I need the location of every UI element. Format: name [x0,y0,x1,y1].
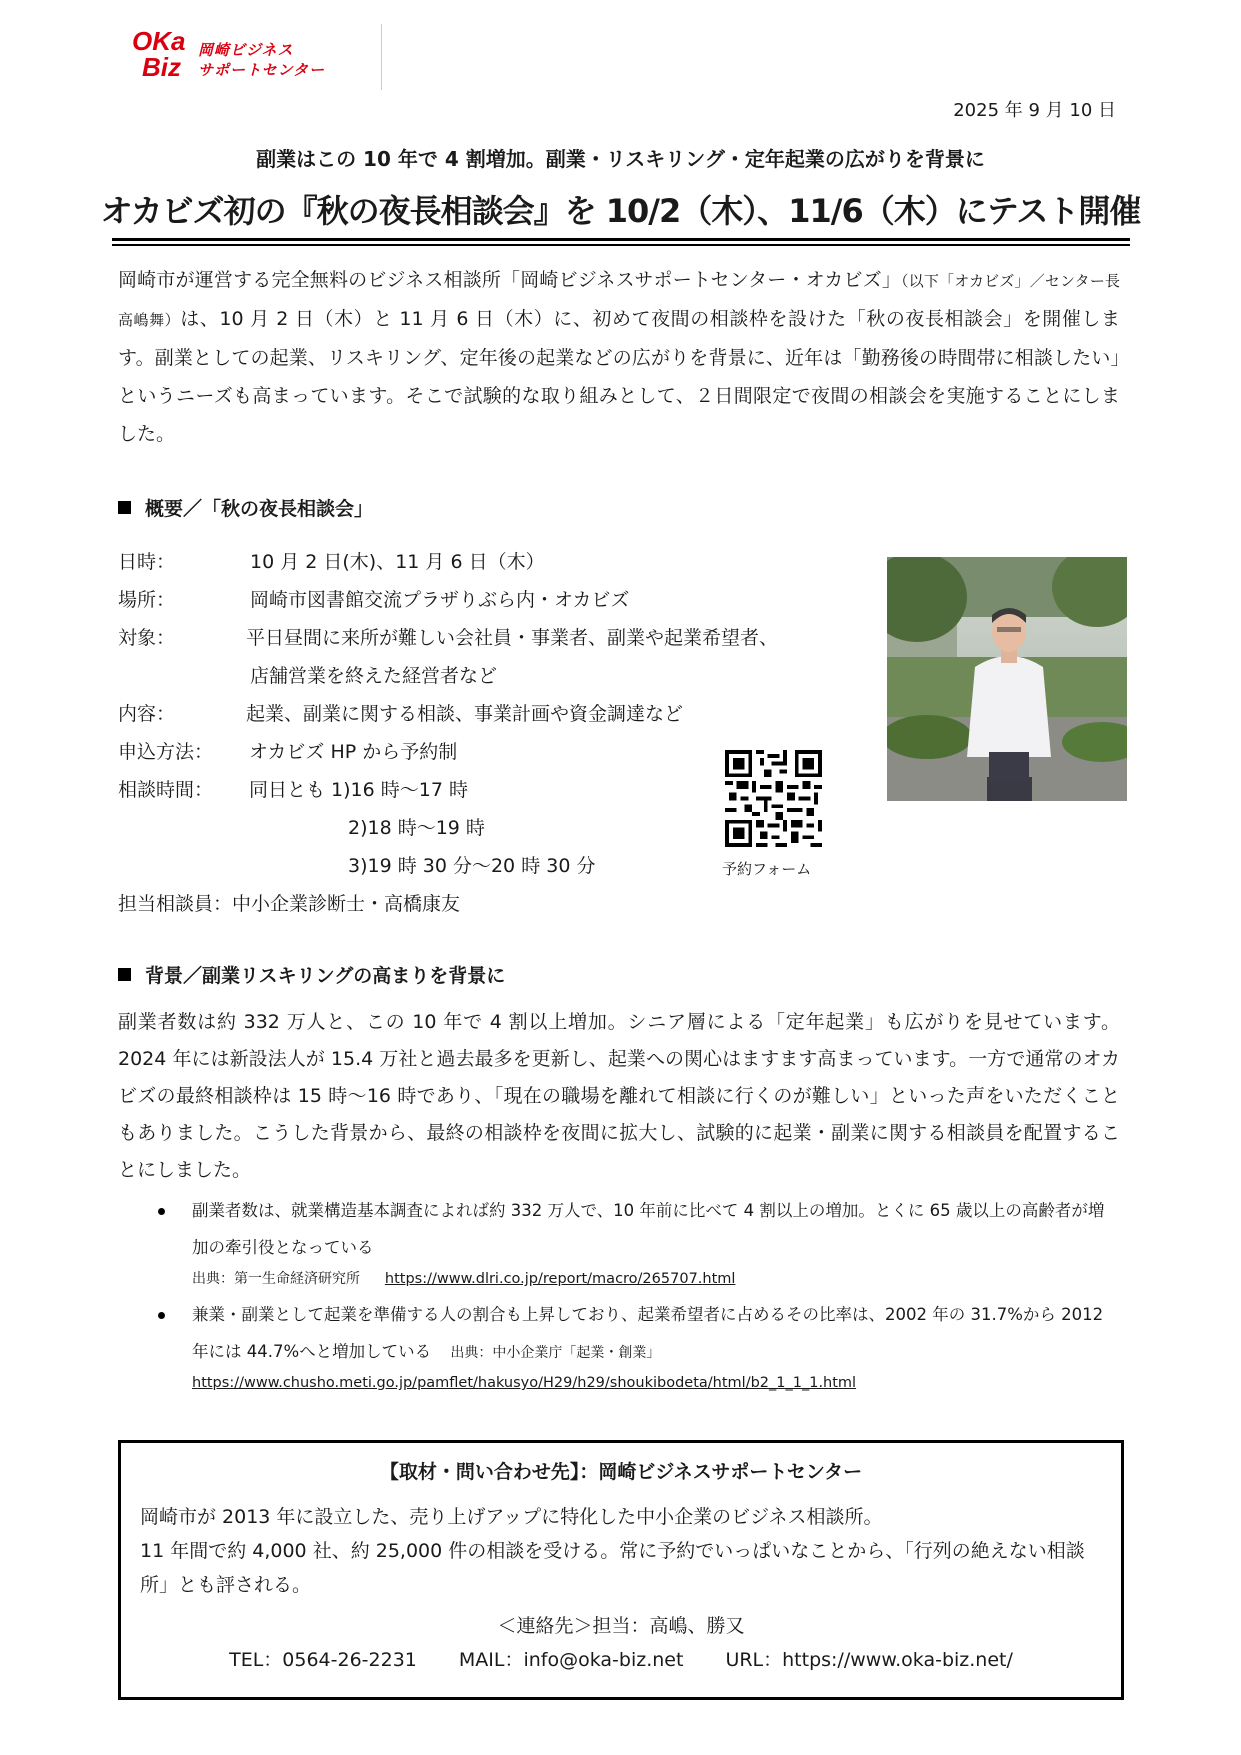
source-link-dlri[interactable]: https://www.dlri.co.jp/report/macro/265707.html [384,1271,736,1287]
overview-content-row: 内容： 起業、副業に関する相談、事業計画や資金調達など [118,703,684,725]
contact-tel[interactable]: TEL：0564-26-2231 [229,1649,417,1671]
intro-paragraph [118,261,1120,453]
subtitle: 副業はこの 10 年で 4 割増加。副業・リスキリング・定年起業の広がりを背景に [256,147,985,171]
svg-text:Biz: Biz [142,52,181,82]
title-rule-thick [112,238,1130,241]
bullet-dot-icon [158,1312,165,1319]
consultant-photo [887,557,1127,801]
contact-details [121,1609,1121,1677]
contact-mail[interactable]: MAIL：info@oka-biz.net [458,1649,684,1671]
intro-text-2: は、10 月 2 日（木）と 11 月 6 日（木）に、初めて夜間の相談枠を設けた「秋の夜長相談会」を開催します。副業としての起業、リスキリング、定年後の起業などの広がりを背景に、近年は「勤務後の時間帯に相談したい」というニーズも高まっています。そこで試験的な取り組みとして、２日間限定で夜間の相談会を実施することにしました。 [118,308,1120,445]
contact-person: ＜連絡先＞担当：高嶋、勝又 [497,1615,745,1637]
background-bullets [152,1192,1120,1396]
overview-place-row: 場所： 岡崎市図書館交流プラザりぶら内・オカビズ [118,589,630,611]
logo-text-line1: 岡崎ビジネス [198,41,294,59]
overview-time-row: 相談時間： 同日とも 1)16 時～17 時 [118,779,468,801]
qr-caption: 予約フォーム [722,860,812,878]
qr-code-icon[interactable] [725,750,822,847]
release-date: 2025 年 9 月 10 日 [953,100,1116,121]
overview-date-row: 日時： 10 月 2 日(木)、11 月 6 日（木） [118,551,545,573]
page-title: オカビズ初の『秋の夜長相談会』を 10/2（木）、11/6（木）にテスト開催 [100,192,1141,230]
logo-text [198,40,325,80]
header-divider [381,24,382,90]
logo-text-line2: サポートセンター [198,61,325,79]
list-item: 副業者数は、就業構造基本調査によれば約 332 万人で、10 年前に比べて 4 割以上の増加。とくに 65 歳以上の高齢者が増加の牽引役となっている 出典：第一生命経済研究所 https://www.dlri.co.jp/report/macro/265707.html [152,1192,1120,1292]
list-item: 兼業・副業として起業を準備する人の割合も上昇しており、起業希望者に占めるその比率は、2002 年の 31.7%から 2012 年には 44.7%へと増加している 出典：中小企業庁「起業・創業」 https://www.chusho.meti.go.jp/pamflet/hakusyo/H29/h29/shoukibodeta/html/b2_1_1_1.html [152,1296,1120,1396]
contact-box [118,1440,1124,1700]
square-bullet-icon [118,501,131,514]
overview-time-row-2: 2)18 時～19 時 [348,817,485,839]
overview-target-row: 対象： 平日昼間に来所が難しい会社員・事業者、副業や起業希望者、 [118,627,779,649]
bullet-dot-icon [158,1208,165,1215]
background-paragraph: 副業者数は約 332 万人と、この 10 年で 4 割以上増加。シニア層による「定年起業」も広がりを見せています。2024 年には新設法人が 15.4 万社と過去最多を更新し、起業への関心はますます高まっています。一方で通常のオカビズの最終相談枠は 15 時～16 時であり、「現在の職場を離れて相談に行くのが難しい」といった声をいただくこともありました。こうした背景から、最終の相談枠を夜間に拡大し、試験的に起業・副業に関する相談員を配置することにしました。 [118,1011,1120,1181]
title-rule-thin [112,244,1130,246]
intro-text-1: 岡崎市が運営する完全無料のビジネス相談所「岡崎ビジネスサポートセンター・オカビズ」 [118,269,902,291]
background-heading-text: 背景／副業リスキリングの高まりを背景に [145,965,506,987]
overview-target-row-2: 店舗営業を終えた経営者など [250,665,498,687]
overview-consultant-row: 担当相談員：中小企業診断士・高橋康友 [118,893,461,915]
source-link-chusho[interactable]: https://www.chusho.meti.go.jp/pamflet/hakusyo/H29/h29/shoukibodeta/html/b2_1_1_1.html [192,1375,857,1391]
source-line: 出典：第一生命経済研究所 https://www.dlri.co.jp/report/macro/265707.html [192,1271,736,1287]
contact-description: 岡崎市が 2013 年に設立した、売り上げアップに特化した中小企業のビジネス相談所。 11 年間で約 4,000 社、約 25,000 件の相談を受ける。常に予約でいっぱいなことから、「行列の絶えない相談所」とも評される。 [140,1506,1085,1596]
background-heading [118,961,505,988]
svg-text:OKa: OKa [132,26,186,56]
oka-biz-logo-mark [132,26,194,82]
square-bullet-icon [118,968,131,981]
overview-time-row-3: 3)19 時 30 分～20 時 30 分 [348,855,596,877]
overview-apply-row: 申込方法： オカビズ HP から予約制 [118,741,458,763]
overview-heading-text: 概要／「秋の夜長相談会」 [145,498,374,520]
source-label: 出典：中小企業庁「起業・創業」 [450,1345,661,1361]
overview-heading [118,494,373,521]
contact-url[interactable]: URL：https://www.oka-biz.net/ [725,1649,1013,1671]
contact-title: 【取材・問い合わせ先】：岡崎ビジネスサポートセンター [379,1461,863,1483]
intro-text-small: （以下「オカビズ」／センター長 高嶋舞） [118,272,1121,329]
